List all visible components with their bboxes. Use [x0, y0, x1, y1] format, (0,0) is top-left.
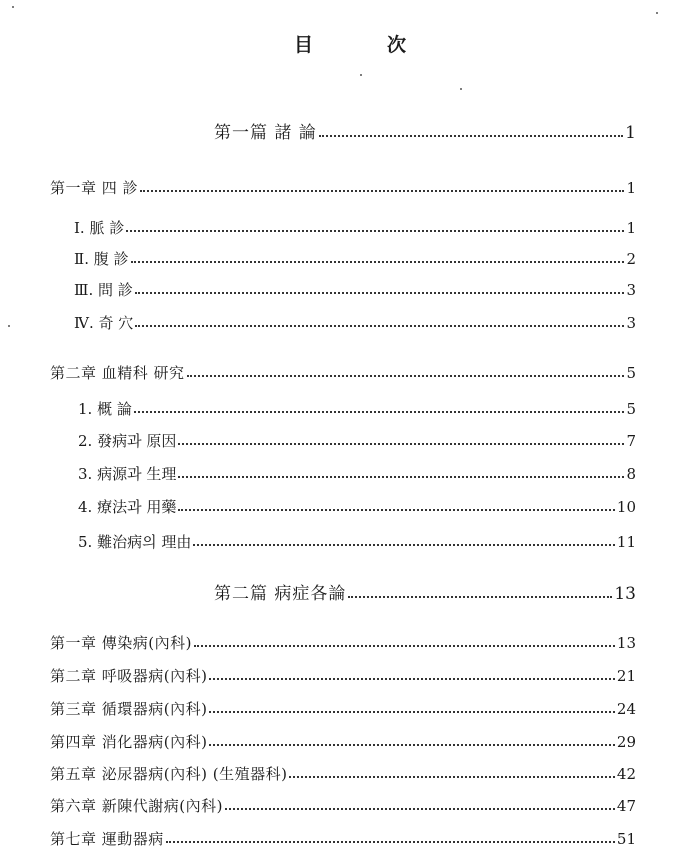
toc-entry-label: 第二章 血精科 研究 — [50, 364, 185, 382]
dot-leader — [126, 230, 624, 232]
scan-speck — [360, 74, 362, 76]
scan-speck — [460, 88, 462, 90]
toc-entry-section — [74, 218, 636, 238]
scan-speck — [656, 12, 658, 14]
toc-entry-label: Ⅱ. 腹 診 — [74, 250, 129, 268]
toc-entry-page: 2 — [626, 250, 636, 268]
toc-entry-page: 47 — [616, 797, 636, 815]
toc-entry-section — [74, 280, 636, 300]
toc-entry-label: Ⅰ. 脈 診 — [74, 219, 125, 237]
dot-leader — [135, 292, 624, 294]
toc-entry-page: 5 — [626, 400, 636, 418]
toc-entry-label: 第二篇 病症各論 — [214, 584, 347, 604]
toc-entry-section — [78, 464, 636, 484]
toc-entry-page: 13 — [616, 634, 636, 652]
dot-leader — [131, 261, 625, 263]
dot-leader — [166, 841, 615, 843]
dot-leader — [319, 135, 623, 137]
dot-leader — [348, 596, 612, 598]
toc-entry-page: 29 — [616, 733, 636, 751]
dot-leader — [225, 808, 615, 810]
toc-entry-chapter — [50, 764, 636, 784]
toc-entry-label: Ⅲ. 問 診 — [74, 281, 133, 299]
toc-entry-section — [78, 532, 636, 552]
toc-entry-label: 1. 概 論 — [78, 400, 132, 418]
toc-entry-chapter — [50, 829, 636, 849]
toc-entry-chapter — [50, 633, 636, 653]
toc-entry-label: 第一章 四 診 — [50, 179, 139, 197]
toc-entry-chapter — [50, 699, 636, 719]
dot-leader — [289, 776, 614, 778]
toc-entry-page: 1 — [626, 179, 636, 197]
toc-entry-page: 7 — [626, 432, 636, 450]
scan-speck — [8, 325, 10, 327]
toc-entry-section — [74, 249, 636, 269]
dot-leader — [178, 476, 624, 478]
dot-leader — [193, 544, 615, 546]
toc-entry-section — [78, 399, 636, 419]
toc-entry-page: 3 — [626, 281, 636, 299]
dot-leader — [209, 711, 614, 713]
toc-entry-label: 第三章 循環器病(內科) — [50, 700, 208, 718]
toc-entry-page: 5 — [626, 364, 636, 382]
toc-entry-label: 第一章 傳染病(內科) — [50, 634, 192, 652]
page-title — [0, 30, 700, 57]
dot-leader — [209, 678, 614, 680]
toc-entry-page: 42 — [616, 765, 636, 783]
toc-entry-chapter — [50, 796, 636, 816]
dot-leader — [140, 190, 624, 192]
title-left: 目 — [293, 34, 313, 56]
toc-entry-label: 5. 難治病의 理由 — [78, 533, 192, 551]
scan-speck — [12, 6, 14, 8]
toc-entry-page: 13 — [614, 584, 636, 604]
title-right: 次 — [387, 34, 407, 56]
dot-leader — [209, 744, 614, 746]
toc-entry-page: 24 — [616, 700, 636, 718]
toc-entry-section — [78, 497, 636, 517]
toc-entry-page: 3 — [626, 314, 636, 332]
dot-leader — [135, 325, 624, 327]
toc-entry-label: 第五章 泌尿器病(內科) (生殖器科) — [50, 765, 288, 783]
toc-entry-part-2 — [214, 584, 636, 604]
dot-leader — [194, 645, 615, 647]
toc-entry-page: 8 — [626, 465, 636, 483]
toc-entry-label: 3. 病源과 生理 — [78, 465, 177, 483]
toc-entry-label: 第七章 運動器病 — [50, 830, 164, 848]
toc-entry-label: Ⅳ. 奇 穴 — [74, 314, 134, 332]
toc-entry-label: 4. 療法과 用藥 — [78, 498, 177, 516]
toc-entry-page: 11 — [616, 533, 636, 551]
dot-leader — [178, 443, 624, 445]
dot-leader — [178, 509, 615, 511]
toc-entry-chapter-1 — [50, 178, 636, 198]
toc-entry-section — [78, 431, 636, 451]
toc-entry-label: 第二章 呼吸器病(內科) — [50, 667, 208, 685]
toc-entry-label: 2. 發病과 原因 — [78, 432, 177, 450]
toc-entry-page: 51 — [616, 830, 636, 848]
dot-leader — [187, 375, 624, 377]
toc-entry-page: 10 — [616, 498, 636, 516]
toc-entry-chapter — [50, 732, 636, 752]
toc-entry-page: 21 — [616, 667, 636, 685]
toc-entry-section — [74, 313, 636, 333]
toc-entry-label: 第六章 新陳代謝病(內科) — [50, 797, 223, 815]
toc-entry-label: 第四章 消化器病(內科) — [50, 733, 208, 751]
toc-entry-part-1 — [214, 123, 636, 143]
dot-leader — [134, 411, 624, 413]
toc-entry-chapter — [50, 666, 636, 686]
toc-entry-page: 1 — [626, 219, 636, 237]
toc-entry-label: 第一篇 諸 論 — [214, 123, 317, 143]
toc-entry-page: 1 — [625, 123, 636, 143]
toc-entry-chapter-2 — [50, 363, 636, 383]
